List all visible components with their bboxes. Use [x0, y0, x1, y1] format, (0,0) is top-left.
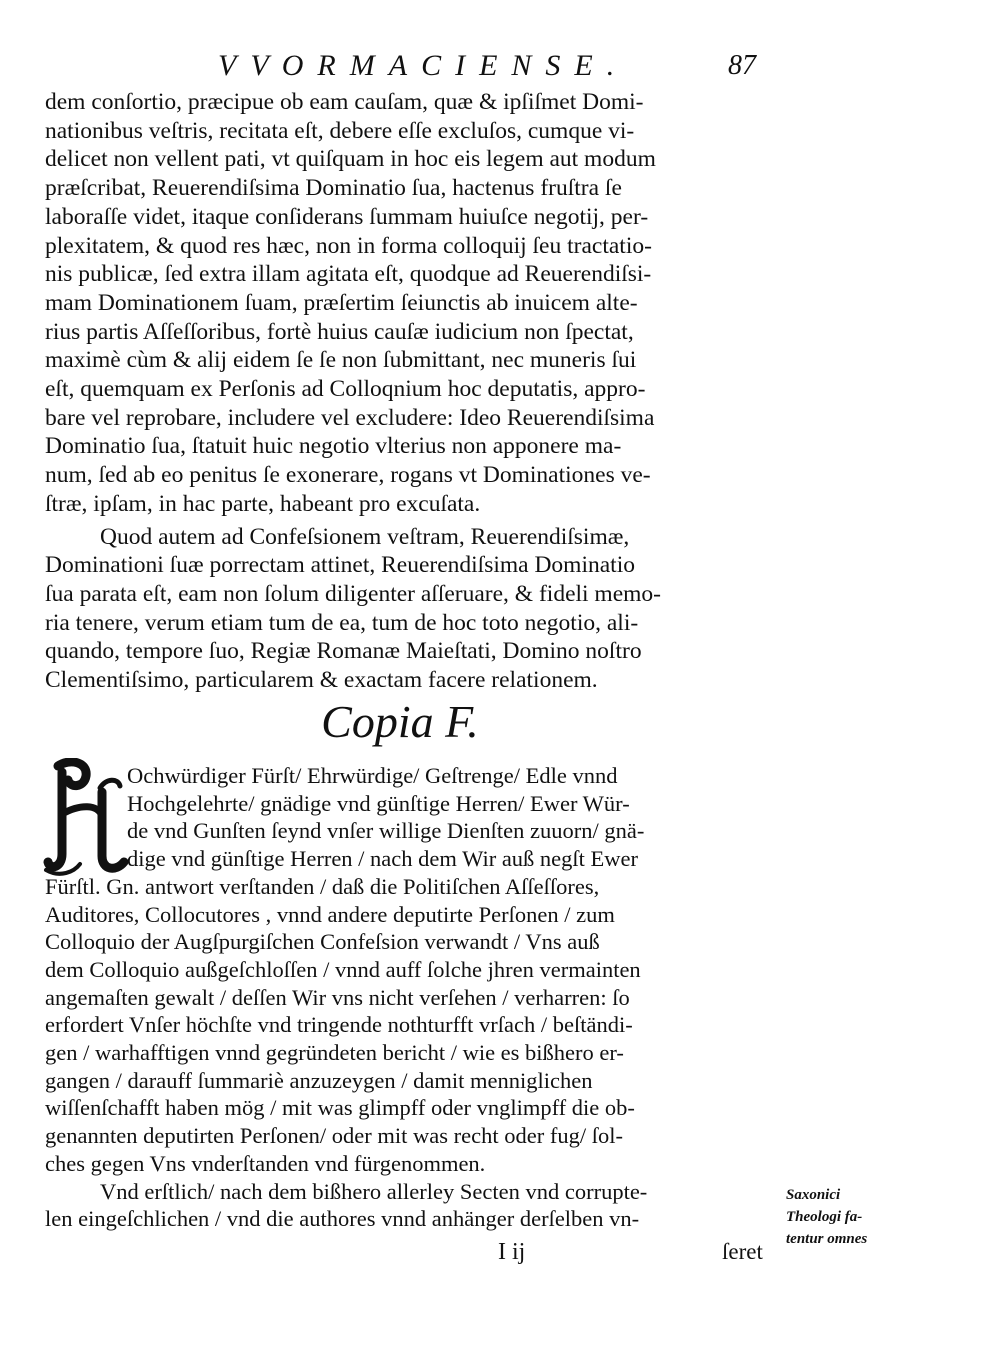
- text-line: rius partis Aſſeſſoribus, fortè huius cauſæ iudicium non ſpectat,: [45, 318, 634, 345]
- text-line: Clementiſsimo, particularem & exactam facere relationem.: [45, 667, 598, 694]
- text-line: Quod autem ad Confeſsionem veſtram, Reuerendiſsimæ,: [100, 523, 630, 550]
- text-line: præſcribat, Reuerendiſsima Dominatio ſua, hactenus fruſtra ſe: [45, 175, 622, 202]
- text-line: nis publicæ, ſed extra illam agitata eſt, quodque ad Reuerendiſsi-: [45, 261, 652, 288]
- text-line: bare vel reprobare, includere vel excludere: Ideo Reuerendiſsima: [45, 404, 655, 431]
- catchword: ſeret: [722, 1239, 763, 1264]
- text-line: wiſſenſchafft haben mög / mit was glimpff oder vnglimpff die ob-: [45, 1095, 635, 1121]
- text-line: quando, tempore ſuo, Regiæ Romanæ Maieſtati, Domino noſtro: [45, 638, 642, 665]
- text-line: len eingeſchlichen / vnd die authores vnnd anhänger derſelben vn-: [45, 1206, 640, 1232]
- text-line: angemaſten gewalt / deſſen Wir vns nicht verſehen / verharren: ſo: [45, 984, 630, 1010]
- signature-mark: I ij: [498, 1239, 526, 1265]
- text-line: Hochgelehrte/ gnädige vnd günſtige Herren/ Ewer Wür-: [127, 790, 630, 816]
- text-line: ches gegen Vns vnderſtanden vnd fürgenommen.: [45, 1150, 486, 1176]
- text-line: Dominationi ſuæ porrectam attinet, Reuerendiſsima Dominatio: [45, 552, 635, 579]
- text-line: eſt, quemquam ex Perſonis ad Colloqnium hoc deputatis, appro-: [45, 376, 646, 403]
- text-line: nationibus veſtris, recitata eſt, debere eſſe excluſos, cumque vi-: [45, 117, 635, 144]
- text-line: laboraſſe videt, itaque conſiderans ſummam huiuſce negotij, per-: [45, 203, 649, 230]
- text-line: maximè cùm & alij eidem ſe ſe non ſubmittant, nec muneris ſui: [45, 347, 637, 374]
- text-line: erfordert Vnſer höchſte vnd tringende nothturfft vrſach / beſtändi-: [45, 1012, 633, 1038]
- text-line: Colloquio der Augſpurgiſchen Confeſsion verwandt / Vns auß: [45, 929, 600, 955]
- text-line: Fürſtl. Gn. antwort verſtanden / daß die Politiſchen Aſſeſſores,: [45, 873, 600, 899]
- text-line: ſtræ, ipſam, in hac parte, habeant pro excuſata.: [45, 490, 481, 517]
- text-line: genannten deputirten Perſonen/ oder mit was recht oder fug/ ſol-: [45, 1123, 623, 1149]
- text-line: Dominatio ſua, ſtatuit huic negotio vlterius non apponere ma-: [45, 433, 622, 460]
- text-line: de vnd Gunſten ſeynd vnſer willige Dienſten zuuorn/ gnä-: [127, 818, 645, 844]
- page-number: 87: [728, 50, 756, 81]
- text-line: ſua parata eſt, eam non ſolum diligenter aſſeruare, & fideli memo-: [45, 580, 661, 607]
- margin-note-line: Saxonici: [786, 1187, 841, 1203]
- text-line: Ochwürdiger Fürſt/ Ehrwürdige/ Geſtrenge/ Edle vnnd: [127, 763, 618, 788]
- margin-note-line: tentur omnes: [786, 1231, 868, 1247]
- margin-note-line: Theologi fa-: [786, 1209, 863, 1225]
- text-line: dem conſortio, præcipue ob eam cauſam, quæ & ipſiſmet Domi-: [45, 89, 644, 115]
- text-line: dem Colloquio außgeſchloſſen / vnnd auff ſolche jhren vermainten: [45, 956, 641, 982]
- text-line: ria tenere, verum etiam tum de ea, tum de hoc toto negotio, ali-: [45, 609, 639, 636]
- text-line: num, ſed ab eo penitus ſe exonerare, rogans vt Dominationes ve-: [45, 462, 651, 489]
- running-head: VVORMACIENSE.: [218, 49, 629, 82]
- text-line: dige vnd günſtige Herren / nach dem Wir auß negſt Ewer: [127, 846, 639, 872]
- text-line: delicet non vellent pati, vt quiſquam in hoc eis legem aut modum: [45, 146, 656, 173]
- text-line: mam Dominationem ſuam, præſertim ſeiunctis ab inuicem alte-: [45, 289, 638, 316]
- text-line: Vnd erſtlich/ nach dem bißhero allerley Secten vnd corrupte-: [100, 1178, 648, 1204]
- german-text-block: [45, 762, 773, 1233]
- latin-text-block: [45, 88, 770, 695]
- margin-note: [786, 1184, 936, 1250]
- text-line: Auditores, Collocutores , vnnd andere deputirte Perſonen / zum: [45, 901, 615, 927]
- text-line: gen / warhafftigen vnnd gegründeten bericht / wie es bißhero er-: [45, 1040, 624, 1066]
- text-line: plexitatem, & quod res hæc, non in forma colloquij ſeu tractatio-: [45, 232, 652, 259]
- text-line: gangen / darauff ſummariè anzuzeygen / damit menniglichen: [45, 1067, 593, 1093]
- section-heading: Copia F.: [321, 696, 479, 747]
